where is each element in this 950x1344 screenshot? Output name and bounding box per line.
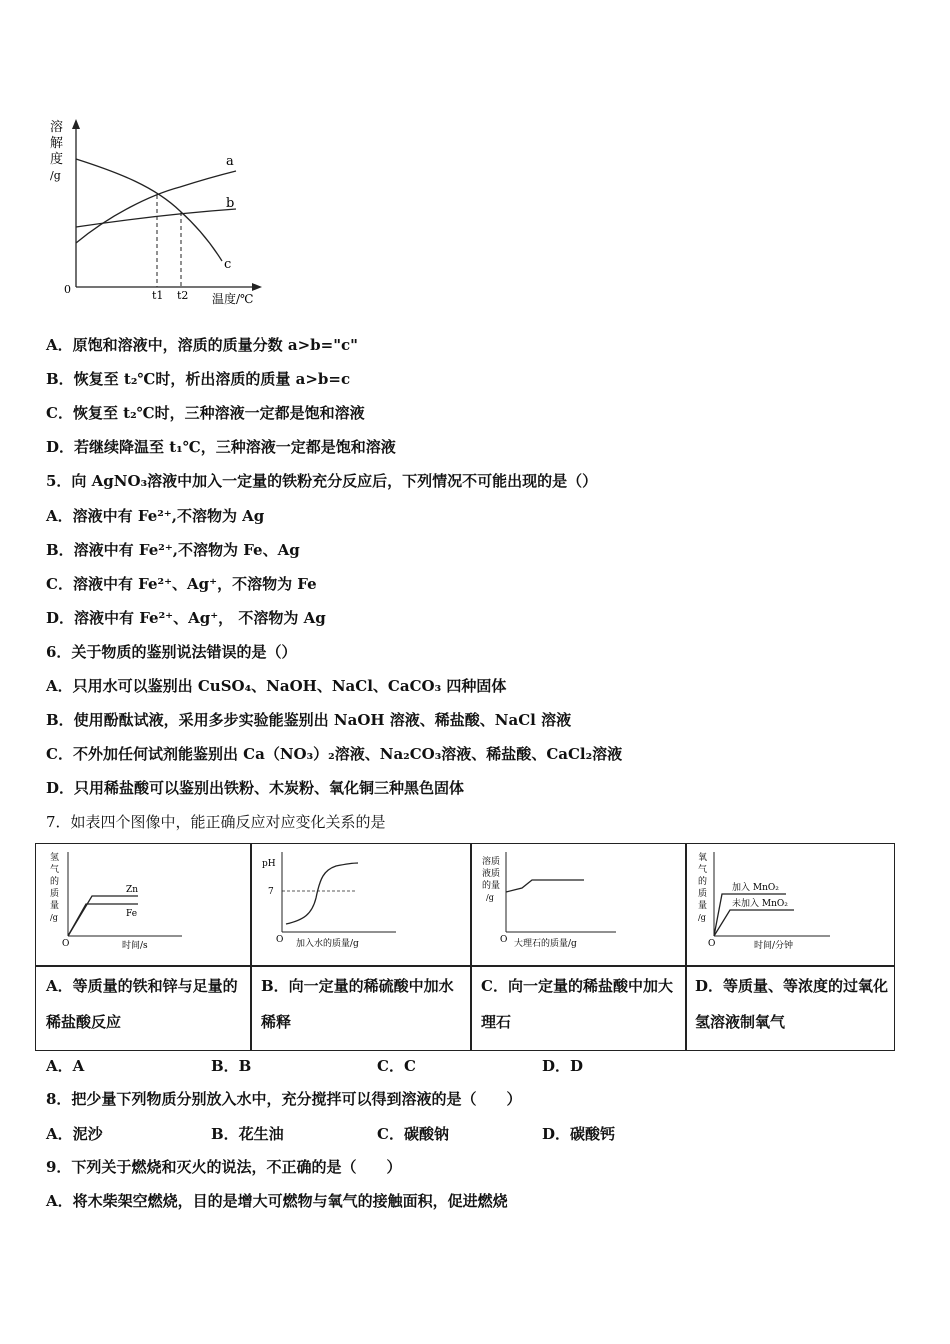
graph-hydrogen [42,848,242,960]
q5-option-a: A．溶液中有 Fe²⁺,不溶物为 Ag [46,507,265,525]
curve-c-label: c [224,257,232,272]
q7-answer-a: A．A [46,1057,85,1075]
zn-label: Zn [126,885,139,895]
g1-ylabel-6: /g [50,913,58,922]
origin-label: 0 [64,283,71,296]
q7-answer-d: D．D [542,1057,584,1075]
q6-option-b: B．使用酚酞试液，采用多步实验能鉴别出 NaOH 溶液、稀盐酸、NaCl 溶液 [46,711,572,729]
g4-ylabel-4: 质 [698,889,708,899]
g4-ylabel-1: 氧 [698,853,708,863]
q8-answer-d: D．碳酸钙 [542,1125,616,1143]
q7-table [35,843,895,1051]
q5-stem: 5．向 AgNO₃溶液中加入一定量的铁粉充分反应后，下列情况不可能出现的是（） [46,472,598,490]
t1-label: t1 [152,289,164,302]
t2-label: t2 [177,289,189,302]
ph-curve [286,863,358,924]
g3-ylabel-2: 液质 [482,869,501,879]
g1-ylabel-2: 气 [50,865,60,875]
g2-xlabel: 加入水的质量/g [296,939,359,949]
without-mno2-line [714,910,794,936]
q7-cell-b: B．向一定量的稀硫酸中加水稀释 [261,977,454,1031]
q7-cell-a: A．等质量的铁和锌与足量的稀盐酸反应 [46,977,238,1031]
ylabel-3: 度 [50,152,64,167]
g4-ylabel-2: 气 [698,865,708,875]
g1-ylabel-1: 氢 [50,853,60,863]
g4-ylabel-6: /g [698,913,706,922]
q6-stem: 6．关于物质的鉴别说法错误的是（） [46,643,297,661]
q4-option-b: B．恢复至 t₂℃时，析出溶质的质量 a>b=c [46,370,351,388]
g4-ylabel-3: 的 [698,877,708,887]
q8-answer-b: B．花生油 [211,1125,284,1143]
curve-c [76,159,222,261]
g3-ylabel-1: 溶质 [482,857,501,867]
graph-solute [476,848,676,960]
graph-oxygen [690,848,890,960]
with-mno2-label: 加入 MnO₂ [732,883,779,893]
g1-ylabel-5: 量 [50,901,60,911]
q6-option-a: A．只用水可以鉴别出 CuSO₄、NaOH、NaCl、CaCO₃ 四种固体 [46,677,507,695]
g2-ylabel: pH [262,859,276,869]
q7-stem: 7．如表四个图像中，能正确反应对应变化关系的是 [46,813,386,831]
curve-b-label: b [226,196,235,211]
curve-b [76,209,236,227]
q5-option-b: B．溶液中有 Fe²⁺,不溶物为 Fe、Ag [46,541,300,559]
q6-option-c: C．不外加任何试剂能鉴别出 Ca（NO₃）₂溶液、Na₂CO₃溶液、稀盐酸、CaCl₂溶液 [46,745,623,763]
q8-answer-a: A．泥沙 [46,1125,103,1143]
g4-xlabel: 时间/分钟 [754,941,794,951]
q8-stem: 8．把少量下列物质分别放入水中，充分搅拌可以得到溶液的是（ ） [46,1090,522,1108]
fe-label: Fe [126,909,138,919]
solubility-graph [40,115,270,315]
g3-ylabel-4: /g [486,893,494,902]
g1-xlabel: 时间/s [122,941,148,951]
g2-origin: O [276,935,284,945]
g1-origin: O [62,939,70,949]
g3-ylabel-3: 的量 [482,881,501,891]
q4-option-d: D．若继续降温至 t₁℃，三种溶液一定都是饱和溶液 [46,438,396,456]
ylabel-1: 溶 [50,120,64,135]
q5-option-d: D．溶液中有 Fe²⁺、Ag⁺， 不溶物为 Ag [46,609,326,627]
q7-cell-d: D．等质量、等浓度的过氧化氢溶液制氧气 [695,977,889,1031]
q8-answer-c: C．碳酸钠 [377,1125,449,1143]
solute-line [506,880,584,892]
graph-ph [256,848,456,960]
without-mno2-label: 未加入 MnO₂ [732,899,788,909]
q5-option-c: C．溶液中有 Fe²⁺、Ag⁺，不溶物为 Fe [46,575,317,593]
g1-ylabel-4: 质 [50,889,60,899]
q7-cell-c: C．向一定量的稀盐酸中加大理石 [481,977,673,1031]
curve-a-label: a [226,154,234,169]
g2-seven: 7 [268,887,274,897]
q9-option-a: A．将木柴架空燃烧，目的是增大可燃物与氧气的接触面积，促进燃烧 [46,1192,508,1210]
q7-answer-c: C．C [377,1057,416,1075]
g3-xlabel: 大理石的质量/g [514,939,577,949]
ylabel-4: /g [50,169,61,182]
g4-ylabel-5: 量 [698,901,708,911]
q9-stem: 9．下列关于燃烧和灭火的说法，不正确的是（ ） [46,1158,402,1176]
g4-origin: O [708,939,716,949]
curve-a [76,171,236,243]
q4-option-a: A．原饱和溶液中，溶质的质量分数 a>b="c" [46,336,358,354]
xlabel: 温度/℃ [212,292,254,306]
g1-ylabel-3: 的 [50,877,60,887]
g3-origin: O [500,935,508,945]
q4-option-c: C．恢复至 t₂℃时，三种溶液一定都是饱和溶液 [46,404,365,422]
ylabel-2: 解 [50,136,64,151]
q7-answer-b: B．B [211,1057,252,1075]
q6-option-d: D．只用稀盐酸可以鉴别出铁粉、木炭粉、氧化铜三种黑色固体 [46,779,465,797]
